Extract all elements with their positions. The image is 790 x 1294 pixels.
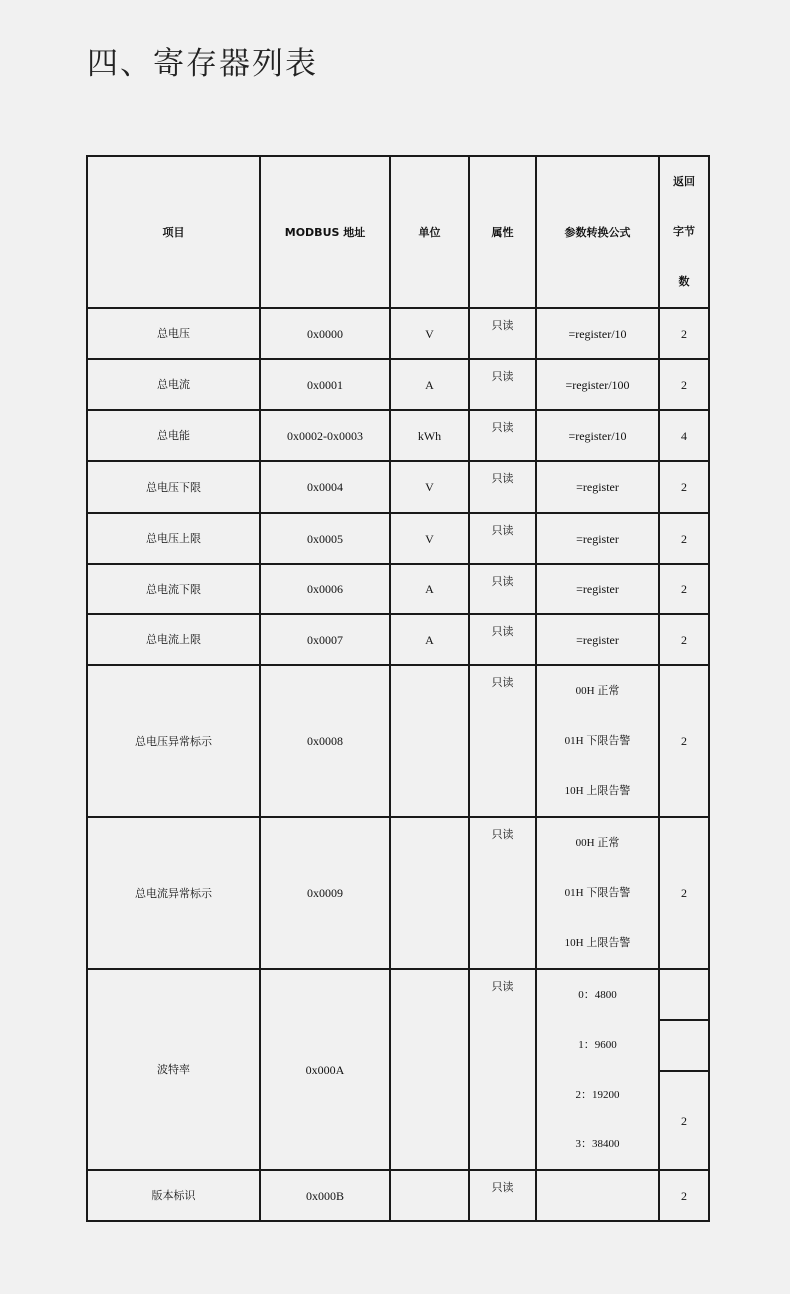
cell-attribute: 只读 (491, 980, 514, 993)
cell-item: 总电流上限 (146, 633, 201, 646)
header-item: 项目 (162, 225, 185, 239)
formula-line: 0：4800 (578, 989, 617, 1001)
cell-address: 0x0001 (307, 377, 343, 392)
cell-formula: =register (576, 632, 619, 647)
cell-bytes: 2 (681, 886, 687, 900)
cell-attribute: 只读 (491, 575, 514, 588)
cell-unit (391, 1171, 468, 1220)
header-return-bytes-line: 数 (678, 275, 690, 288)
cell-item: 总电压下限 (146, 480, 201, 494)
cell-formula (537, 1171, 658, 1220)
cell-formula-list (537, 970, 658, 1169)
cell-item: 总电流异常标示 (135, 886, 212, 900)
formula-line: 1：9600 (578, 1039, 617, 1051)
cell-item: 总电压 (157, 327, 190, 340)
cell-formula: =register (576, 531, 619, 546)
cell-attribute: 只读 (491, 828, 514, 841)
header-attribute: 属性 (491, 225, 514, 239)
header-return-bytes-line: 返回 (673, 175, 695, 188)
row-divider (660, 1019, 708, 1021)
cell-item: 总电流 (157, 378, 190, 391)
cell-bytes: 2 (681, 1113, 687, 1128)
formula-line: 00H 正常 (575, 837, 620, 849)
formula-line: 10H 上限告警 (564, 785, 631, 797)
cell-bytes: 2 (681, 326, 687, 341)
header-unit: 单位 (418, 225, 441, 239)
cell-address: 0x0000 (307, 326, 343, 341)
cell-formula: =register/10 (568, 428, 627, 443)
header-return-bytes-line: 字节 (673, 225, 695, 238)
cell-unit: V (425, 326, 434, 341)
cell-bytes: 2 (681, 1188, 687, 1203)
cell-item: 版本标识 (151, 1189, 196, 1202)
cell-formula: =register/10 (568, 326, 627, 341)
cell-bytes: 2 (681, 632, 687, 647)
cell-formula-list (537, 666, 658, 816)
register-table (86, 155, 710, 1222)
cell-address: 0x000A (305, 1062, 345, 1077)
cell-attribute: 只读 (491, 421, 514, 434)
cell-item: 总电压上限 (146, 532, 201, 545)
header-formula: 参数转换公式 (564, 225, 631, 239)
formula-line: 01H 下限告警 (564, 887, 631, 899)
cell-attribute: 只读 (491, 472, 514, 485)
cell-unit (391, 818, 468, 968)
cell-formula: =register (576, 582, 619, 596)
cell-attribute: 只读 (491, 319, 514, 332)
cell-unit: A (425, 377, 434, 392)
cell-attribute: 只读 (491, 625, 514, 638)
cell-address: 0x000B (305, 1188, 344, 1203)
cell-bytes: 4 (681, 428, 687, 443)
cell-formula: =register/100 (565, 377, 630, 392)
cell-attribute: 只读 (491, 524, 514, 537)
header-modbus-address: MODBUS 地址 (284, 225, 366, 239)
cell-unit (391, 666, 468, 816)
cell-item: 总电能 (157, 429, 190, 442)
cell-attribute: 只读 (491, 1181, 514, 1194)
cell-bytes: 2 (681, 531, 687, 546)
formula-line: 2：19200 (575, 1089, 620, 1101)
formula-line: 01H 下限告警 (564, 735, 631, 747)
cell-unit: V (425, 480, 434, 494)
page-title: 四、寄存器列表 (87, 46, 318, 82)
cell-unit: V (425, 531, 434, 546)
cell-attribute: 只读 (491, 370, 514, 383)
cell-formula-list (537, 818, 658, 968)
cell-unit (391, 970, 468, 1169)
cell-address: 0x0005 (307, 531, 343, 546)
cell-bytes: 2 (681, 734, 687, 748)
cell-attribute: 只读 (491, 676, 514, 689)
cell-formula: =register (576, 480, 619, 494)
cell-item: 总电流下限 (146, 582, 201, 596)
cell-item: 波特率 (157, 1063, 190, 1076)
cell-address: 0x0004 (307, 480, 343, 494)
cell-address: 0x0008 (307, 734, 343, 748)
cell-unit: A (425, 582, 434, 596)
formula-line: 10H 上限告警 (564, 937, 631, 949)
cell-address: 0x0006 (307, 582, 343, 596)
cell-address: 0x0007 (307, 632, 343, 647)
formula-line: 00H 正常 (575, 685, 620, 697)
cell-unit: kWh (417, 428, 442, 443)
cell-bytes: 2 (681, 582, 687, 596)
cell-address: 0x0002-0x0003 (287, 428, 363, 443)
header-return-bytes (660, 157, 708, 307)
cell-address: 0x0009 (307, 886, 343, 900)
cell-item: 总电压异常标示 (135, 734, 212, 748)
cell-unit: A (425, 632, 434, 647)
cell-bytes: 2 (681, 377, 687, 392)
cell-bytes: 2 (681, 480, 687, 494)
formula-line: 3：38400 (575, 1138, 620, 1150)
